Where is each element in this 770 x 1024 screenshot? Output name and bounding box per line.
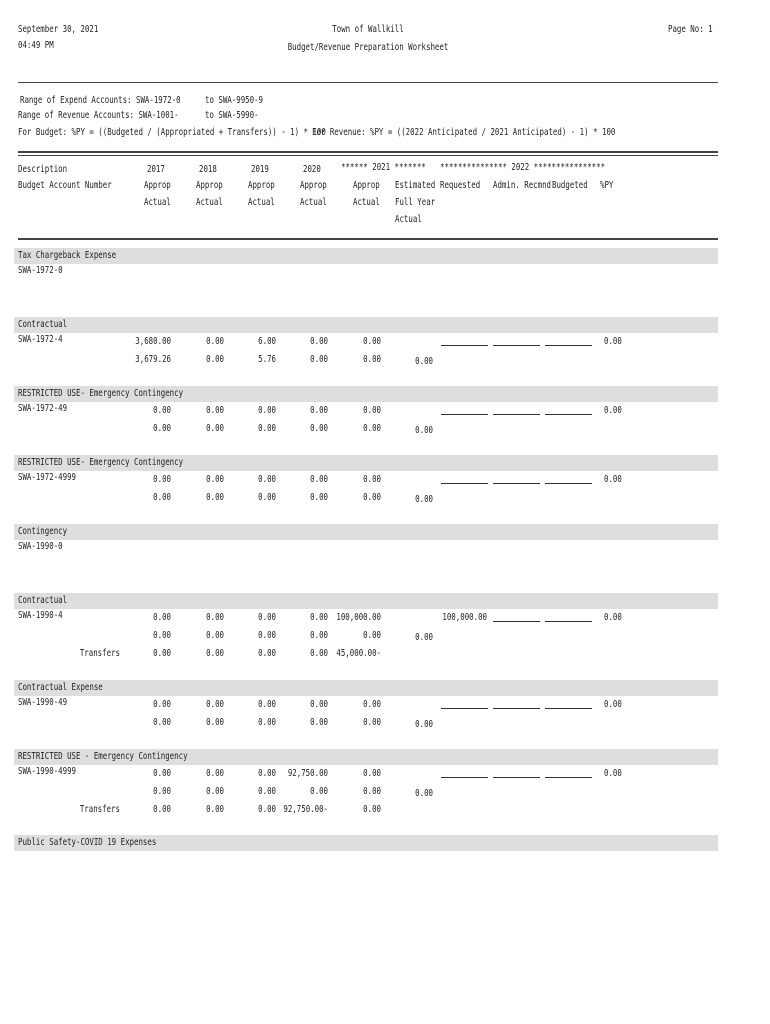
amount-cell: 0.00	[310, 612, 328, 623]
col-2018-approp: Approp	[196, 180, 223, 191]
col-description: Description	[18, 164, 68, 175]
amount-cell: 0.00	[363, 699, 381, 710]
col-2021-approp: Approp	[353, 180, 380, 191]
amount-cell: 0.00	[310, 336, 328, 347]
amount-cell: 0.00	[153, 648, 171, 659]
amount-cell: 0.00	[206, 768, 224, 779]
requested-entry-line[interactable]	[441, 414, 488, 415]
amount-cell: 0.00	[258, 786, 276, 797]
pct-py-cell: 0.00	[604, 612, 622, 623]
pct-py-cell: 0.00	[604, 768, 622, 779]
line-label: Transfers	[79, 804, 120, 815]
expend-range: Range of Expend Accounts: SWA-1972-0	[20, 95, 181, 106]
budgeted-entry-line[interactable]	[545, 483, 592, 484]
pct-py-cell: 0.00	[604, 474, 622, 485]
amount-cell: 0.00	[363, 786, 381, 797]
account-number: SWA-1972-4	[18, 334, 63, 345]
col-2019-approp: Approp	[248, 180, 275, 191]
requested-entry-line[interactable]	[441, 708, 488, 709]
col-2017-approp: Approp	[144, 180, 171, 191]
col-2021-est-actual: Actual	[395, 214, 422, 225]
amount-cell: 0.00	[310, 405, 328, 416]
amount-cell: 0.00	[363, 423, 381, 434]
revenue-formula: For Revenue: %PY = ((2022 Anticipated / 2021 Anticipated) - 1) * 100	[312, 127, 616, 138]
budgeted-entry-line[interactable]	[545, 708, 592, 709]
admin-recmnd-entry-line[interactable]	[493, 708, 540, 709]
amount-cell: 92,750.00-	[283, 804, 328, 815]
amount-cell: 0.00	[363, 336, 381, 347]
page-number: Page No: 1	[668, 24, 713, 35]
amount-cell: 0.00	[206, 717, 224, 728]
amount-cell: 0.00	[363, 717, 381, 728]
amount-cell: 0.00	[258, 717, 276, 728]
amount-cell: 0.00	[258, 405, 276, 416]
amount-cell: 0.00	[258, 699, 276, 710]
amount-cell: 0.00	[310, 786, 328, 797]
estimated-cell: 0.00	[415, 356, 433, 367]
amount-cell: 0.00	[310, 474, 328, 485]
amount-cell: 0.00	[153, 423, 171, 434]
amount-cell: 0.00	[153, 492, 171, 503]
amount-cell: 92,750.00	[287, 768, 328, 779]
account-number: SWA-1990-49	[18, 697, 68, 708]
amount-cell: 0.00	[153, 804, 171, 815]
estimated-cell: 0.00	[415, 494, 433, 505]
town-name: Town of Wallkill	[332, 24, 404, 35]
col-2020-actual: Actual	[300, 197, 327, 208]
amount-cell: 0.00	[206, 786, 224, 797]
amount-cell: 0.00	[206, 423, 224, 434]
section-title: RESTRICTED USE- Emergency Contingency	[18, 388, 184, 399]
amount-cell: 5.76	[258, 354, 276, 365]
amount-cell: 0.00	[153, 699, 171, 710]
pct-py-cell: 0.00	[604, 336, 622, 347]
col-2019-actual: Actual	[248, 197, 275, 208]
amount-cell: 0.00	[206, 630, 224, 641]
admin-recmnd-entry-line[interactable]	[493, 483, 540, 484]
amount-cell: 0.00	[363, 492, 381, 503]
col-admin-recmnd: Admin. Recmnd	[493, 180, 552, 191]
budgeted-entry-line[interactable]	[545, 414, 592, 415]
amount-cell: 0.00	[310, 492, 328, 503]
col-2020-approp: Approp	[300, 180, 327, 191]
pct-py-cell: 0.00	[604, 405, 622, 416]
amount-cell: 0.00	[153, 612, 171, 623]
amount-cell: 0.00	[206, 354, 224, 365]
section-title: Tax Chargeback Expense	[18, 250, 117, 261]
amount-cell: 0.00	[310, 699, 328, 710]
header-divider	[18, 82, 718, 83]
amount-cell: 0.00	[206, 612, 224, 623]
col-budgeted: Budgeted	[552, 180, 588, 191]
amount-cell: 0.00	[153, 717, 171, 728]
col-2021-actual: Actual	[353, 197, 380, 208]
revenue-range-to: to SWA-5990-	[205, 110, 259, 121]
column-header-bottom-rule	[18, 238, 718, 240]
amount-cell: 0.00	[310, 648, 328, 659]
section-band	[14, 317, 718, 333]
admin-recmnd-entry-line[interactable]	[493, 345, 540, 346]
col-2022-group: *************** 2022 ****************	[440, 162, 606, 173]
section-title: Contractual	[18, 319, 68, 330]
budgeted-entry-line[interactable]	[545, 345, 592, 346]
amount-cell: 0.00	[363, 474, 381, 485]
section-title: Contingency	[18, 526, 68, 537]
section-title: Public Safety-COVID 19 Expenses	[18, 837, 157, 848]
section-band	[14, 524, 718, 540]
section-title: Contractual Expense	[18, 682, 103, 693]
section-title: RESTRICTED USE- Emergency Contingency	[18, 457, 184, 468]
admin-recmnd-entry-line[interactable]	[493, 777, 540, 778]
section-band	[14, 248, 718, 264]
col-2021-estimated: Estimated	[395, 180, 436, 191]
amount-cell: 0.00	[310, 717, 328, 728]
amount-cell: 3,679.26	[135, 354, 171, 365]
expend-range-to: to SWA-9950-9	[205, 95, 264, 106]
col-2021-full-year: Full Year	[395, 197, 436, 208]
amount-cell: 0.00	[153, 474, 171, 485]
amount-cell: 0.00	[258, 768, 276, 779]
amount-cell: 0.00	[258, 423, 276, 434]
amount-cell: 0.00	[153, 786, 171, 797]
col-account-number: Budget Account Number	[18, 180, 112, 191]
requested-entry-line[interactable]	[441, 777, 488, 778]
amount-cell: 0.00	[363, 630, 381, 641]
revenue-range: Range of Revenue Accounts: SWA-1001-	[18, 110, 179, 121]
amount-cell: 0.00	[153, 405, 171, 416]
col-2018-actual: Actual	[196, 197, 223, 208]
amount-cell: 0.00	[153, 630, 171, 641]
amount-cell: 3,680.00	[135, 336, 171, 347]
budget-formula: For Budget: %PY = ((Budgeted / (Appropriated + Transfers)) - 1) * 100	[18, 127, 326, 138]
col-2017-year: 2017	[147, 164, 165, 175]
amount-cell: 0.00	[310, 423, 328, 434]
account-number: SWA-1972-0	[18, 265, 63, 276]
col-2017-actual: Actual	[144, 197, 171, 208]
amount-cell: 0.00	[363, 804, 381, 815]
amount-cell: 0.00	[206, 699, 224, 710]
report-title: Budget/Revenue Preparation Worksheet	[287, 42, 449, 53]
requested-cell: 100,000.00	[442, 612, 487, 623]
requested-entry-line[interactable]	[441, 345, 488, 346]
section-band	[14, 680, 718, 696]
col-pct-py: %PY	[600, 180, 614, 191]
report-date: September 30, 2021	[18, 24, 99, 35]
amount-cell: 0.00	[363, 354, 381, 365]
amount-cell: 0.00	[153, 768, 171, 779]
account-number: SWA-1990-4999	[18, 766, 77, 777]
col-2019-year: 2019	[251, 164, 269, 175]
estimated-cell: 0.00	[415, 632, 433, 643]
budgeted-entry-line[interactable]	[545, 777, 592, 778]
admin-recmnd-entry-line[interactable]	[493, 621, 540, 622]
amount-cell: 0.00	[363, 405, 381, 416]
amount-cell: 0.00	[310, 354, 328, 365]
pct-py-cell: 0.00	[604, 699, 622, 710]
section-title: RESTRICTED USE - Emergency Contingency	[18, 751, 188, 762]
section-title: Contractual	[18, 595, 68, 606]
amount-cell: 0.00	[206, 336, 224, 347]
report-time: 04:49 PM	[18, 40, 54, 51]
admin-recmnd-entry-line[interactable]	[493, 414, 540, 415]
amount-cell: 6.00	[258, 336, 276, 347]
estimated-cell: 0.00	[415, 788, 433, 799]
amount-cell: 0.00	[206, 648, 224, 659]
section-band	[14, 593, 718, 609]
amount-cell: 0.00	[363, 768, 381, 779]
amount-cell: 0.00	[258, 804, 276, 815]
col-2020-year: 2020	[303, 164, 321, 175]
amount-cell: 0.00	[206, 492, 224, 503]
amount-cell: 0.00	[206, 804, 224, 815]
line-label: Transfers	[79, 648, 120, 659]
requested-entry-line[interactable]	[441, 483, 488, 484]
account-number: SWA-1990-0	[18, 541, 63, 552]
amount-cell: 0.00	[258, 648, 276, 659]
budgeted-entry-line[interactable]	[545, 621, 592, 622]
estimated-cell: 0.00	[415, 425, 433, 436]
col-requested: Requested	[440, 180, 481, 191]
col-2018-year: 2018	[199, 164, 217, 175]
amount-cell: 0.00	[258, 492, 276, 503]
col-2021-group: ****** 2021 *******	[341, 162, 426, 173]
amount-cell: 45,000.00-	[336, 648, 381, 659]
amount-cell: 0.00	[258, 612, 276, 623]
amount-cell: 0.00	[206, 405, 224, 416]
account-number: SWA-1990-4	[18, 610, 63, 621]
estimated-cell: 0.00	[415, 719, 433, 730]
column-header-top-rule	[18, 151, 718, 153]
amount-cell: 0.00	[206, 474, 224, 485]
amount-cell: 0.00	[258, 630, 276, 641]
amount-cell: 0.00	[258, 474, 276, 485]
account-number: SWA-1972-4999	[18, 472, 77, 483]
amount-cell: 100,000.00	[336, 612, 381, 623]
column-header-top-rule-2	[18, 155, 718, 156]
account-number: SWA-1972-49	[18, 403, 68, 414]
amount-cell: 0.00	[310, 630, 328, 641]
